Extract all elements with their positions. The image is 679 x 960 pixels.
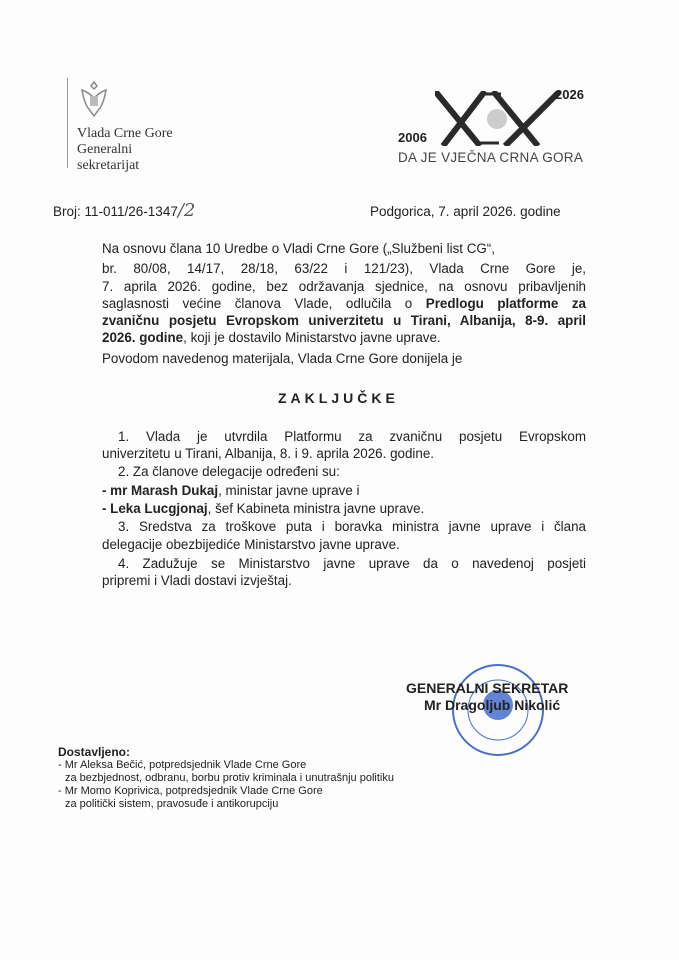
header-divider <box>67 78 68 168</box>
conclusion-item: delegacije obezbijediće Ministarstvo javne uprave. <box>102 537 400 552</box>
distribution-item: - Mr Momo Koprivica, potpredsjednik Vlade Crne Gore <box>58 785 323 797</box>
bold-text: - mr Marash Dukaj <box>102 483 219 498</box>
delegate-item <box>102 501 424 516</box>
handwritten-number: /2 <box>177 200 196 221</box>
intro-line <box>102 296 586 311</box>
conclusions-heading: ZAKLJUČKE <box>278 390 399 406</box>
delegate-item <box>102 483 360 498</box>
conclusion-item: 1. Vlada je utvrdila Platformu za zvaničnu posjetu Evropskom <box>118 429 586 444</box>
distribution-item: za bezbjednost, odbranu, borbu protiv kriminala i unutrašnju politiku <box>65 772 394 784</box>
intro-line: zvaničnu posjetu Evropskom univerzitetu u Tirani, Albanija, 8-9. april <box>102 313 586 328</box>
bold-text: 2026. godine <box>102 330 184 345</box>
anniversary-logo <box>390 85 590 175</box>
signatory-name: Mr Dragoljub Nikolić <box>424 697 561 713</box>
text: saglasnosti većine članova Vlade, odlučila o <box>102 296 426 311</box>
text: , šef Kabineta ministra javne uprave. <box>207 501 425 516</box>
text: , ministar javne uprave i <box>218 483 360 498</box>
coat-of-arms-icon <box>78 80 110 120</box>
intro-line: Na osnovu člana 10 Uredbe o Vladi Crne Gore („Službeni list CG“, <box>102 241 495 256</box>
logo-year-end: 2026 <box>555 87 584 102</box>
intro-line: Povodom navedenog materijala, Vlada Crne Gore donijela je <box>102 351 463 366</box>
xx-logo-icon <box>435 91 560 146</box>
bold-text: Predlogu platforme za <box>425 296 586 311</box>
conclusion-item: 4. Zadužuje se Ministarstvo javne uprave da o navedenoj posjeti <box>118 556 586 571</box>
conclusion-item: 2. Za članove delegacije određeni su: <box>118 464 340 479</box>
conclusion-item: 3. Sredstva za troškove puta i boravka ministra javne uprave i člana <box>118 519 586 534</box>
logo-motto: DA JE VJEČNA CRNA GORA <box>398 150 584 165</box>
intro-line: 7. aprila 2026. godine, bez održavanja sjednice, na osnovu pribavljenih <box>102 279 586 294</box>
bold-text: - Leka Lucgjonaj <box>102 501 208 516</box>
org-name: Vlada Crne Gore <box>77 126 173 141</box>
text: , koji je dostavilo Ministarstvo javne uprave. <box>183 330 441 345</box>
logo-year-start: 2006 <box>398 130 427 145</box>
place-date: Podgorica, 7. april 2026. godine <box>370 204 561 219</box>
document-number: Broj: 11-011/26-1347 <box>53 204 178 219</box>
distribution-list <box>58 745 394 811</box>
org-unit: Generalni <box>77 142 133 157</box>
distribution-item: - Mr Aleksa Bečić, potpredsjednik Vlade Crne Gore <box>58 759 307 771</box>
distribution-label: Dostavljeno: <box>58 745 131 759</box>
distribution-item: za politički sistem, pravosuđe i antikorupciju <box>65 798 279 810</box>
org-unit-2: sekretarijat <box>77 158 140 173</box>
intro-line <box>102 330 441 345</box>
signatory-title: GENERALNI SEKRETAR <box>406 680 569 696</box>
conclusion-item: pripremi i Vladi dostavi izvještaj. <box>102 573 292 588</box>
intro-line: br. 80/08, 14/17, 28/18, 63/22 i 121/23), Vlada Crne Gore je, <box>102 261 586 276</box>
conclusion-item: univerzitetu u Tirani, Albanija, 8. i 9. aprila 2026. godine. <box>102 446 434 461</box>
